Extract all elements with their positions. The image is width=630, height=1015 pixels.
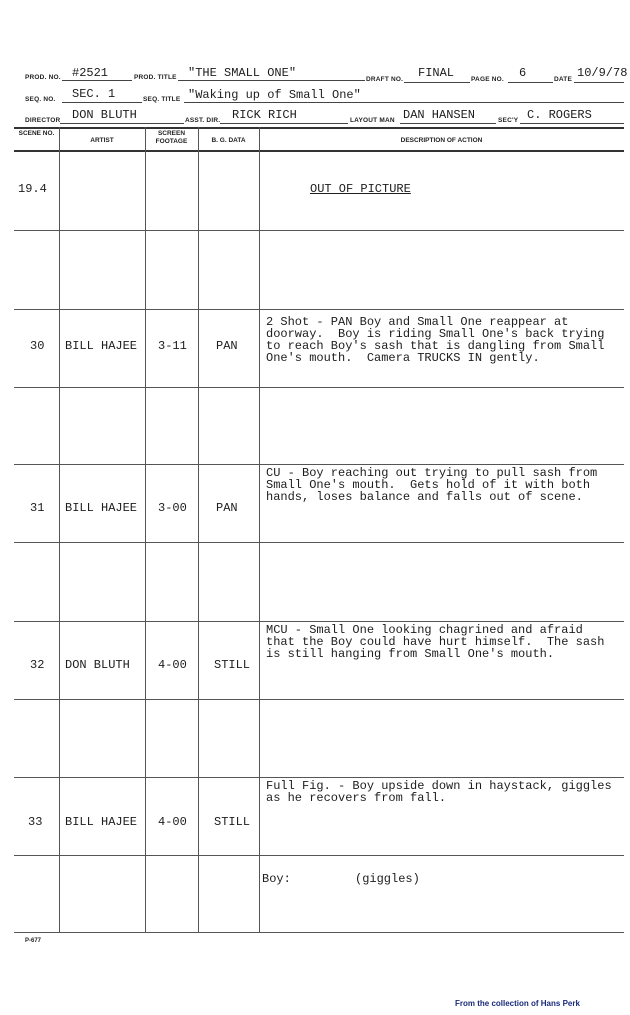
artist: BILL HAJEE — [65, 501, 138, 515]
artist: DON BLUTH — [65, 658, 130, 672]
dialogue-speaker: Boy: — [262, 872, 291, 886]
seq-title-label: SEQ. TITLE — [143, 96, 181, 103]
page-no-label: PAGE NO. — [471, 76, 504, 83]
screen-footage: 3-11 — [158, 339, 187, 353]
page-no-value: 6 — [519, 66, 527, 80]
description: 2 Shot - PAN Boy and Small One reappear at doorway. Boy is riding Small One's back trying to reach Boy's sash that is dangling from Small One's mouth. Camera TRUCKS IN gently. — [266, 315, 605, 365]
scene-no: 31 — [30, 501, 45, 515]
bg-data: STILL — [214, 658, 251, 672]
collection-credit: From the collection of Hans Perk — [455, 999, 580, 1008]
prod-title-value: "THE SMALL ONE" — [188, 66, 297, 80]
scene-no: 33 — [28, 815, 43, 829]
column-header-screen-footage: SCREEN FOOTAGE — [155, 130, 188, 145]
description: CU - Boy reaching out trying to pull sash from Small One's mouth. Gets hold of it with both hands, loses balance and falls out of scene. — [266, 466, 598, 504]
asst-dir-label: ASST. DIR. — [185, 117, 221, 124]
prod-title-label: PROD. TITLE — [134, 74, 177, 81]
seq-no-value: SEC. 1 — [72, 87, 116, 101]
prod-no-value: #2521 — [72, 66, 109, 80]
column-header-scene-no: SCENE NO. — [18, 130, 55, 137]
description: MCU - Small One looking chagrined and afraid that the Boy could have hurt himself. The sash is still hanging from Small One's mouth. — [266, 623, 605, 661]
scene-no: 30 — [30, 339, 45, 353]
column-header-artist: ARTIST — [90, 137, 114, 144]
secy-value: C. ROGERS — [527, 108, 592, 122]
layout-man-label: LAYOUT MAN — [350, 117, 395, 124]
date-label: DATE — [554, 76, 573, 83]
scene-no: 19.4 — [18, 182, 47, 196]
seq-title-value: "Waking up of Small One" — [188, 88, 361, 102]
screen-footage: 3-00 — [158, 501, 187, 515]
bg-data: PAN — [216, 501, 238, 515]
asst-dir-value: RICK RICH — [232, 108, 297, 122]
date-value: 10/9/78 — [577, 66, 628, 80]
prod-no-label: PROD. NO. — [25, 74, 61, 81]
scene-no: 32 — [30, 658, 45, 672]
bg-data: PAN — [216, 339, 238, 353]
director-label: DIRECTOR — [25, 117, 61, 124]
screen-footage: 4-00 — [158, 658, 187, 672]
column-header-description: DESCRIPTION OF ACTION — [400, 137, 483, 144]
layout-man-value: DAN HANSEN — [403, 108, 476, 122]
artist: BILL HAJEE — [65, 339, 138, 353]
draft-no-label: DRAFT NO. — [366, 76, 404, 83]
dialogue-line: (giggles) — [355, 872, 420, 886]
secy-label: SEC'Y — [498, 117, 519, 124]
form-code: P-677 — [25, 938, 42, 944]
bg-data: STILL — [214, 815, 251, 829]
seq-no-label: SEQ. NO. — [25, 96, 56, 103]
screen-footage: 4-00 — [158, 815, 187, 829]
artist: BILL HAJEE — [65, 815, 138, 829]
draft-no-value: FINAL — [418, 66, 455, 80]
description: OUT OF PICTURE — [310, 182, 411, 196]
column-header-bg-data: B. G. DATA — [211, 137, 246, 144]
director-value: DON BLUTH — [72, 108, 137, 122]
description: Full Fig. - Boy upside down in haystack, giggles as he recovers from fall. — [266, 779, 612, 805]
